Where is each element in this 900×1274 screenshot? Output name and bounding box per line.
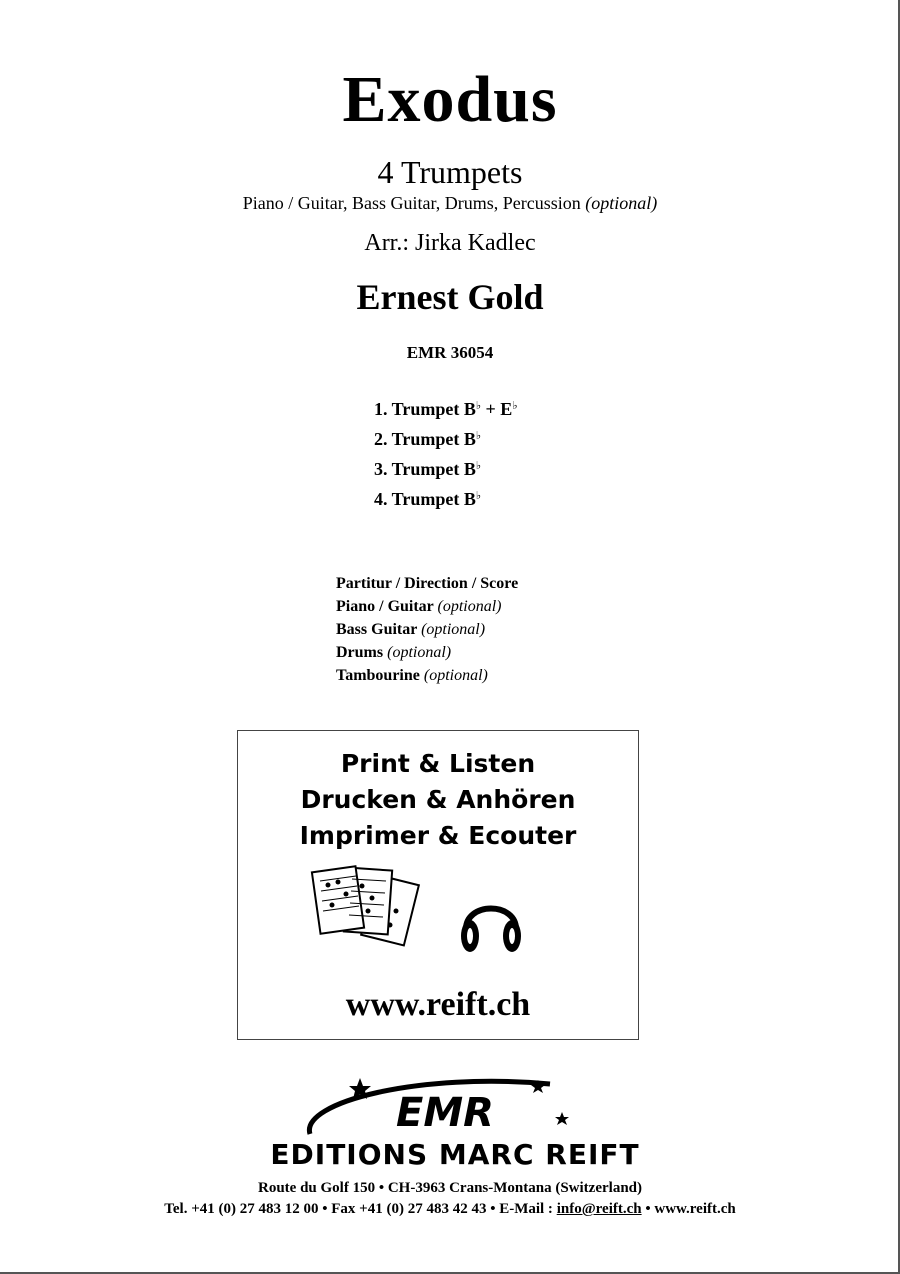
extra-item: Piano / Guitar (optional) (336, 598, 502, 615)
print-listen-box (237, 730, 639, 1040)
extra-item: Drums (optional) (336, 644, 452, 661)
contact-suffix: • www.reift.ch (641, 1201, 736, 1217)
composer: Ernest Gold (356, 277, 544, 317)
instrumentation: 4 Trumpets (377, 154, 523, 190)
email-link[interactable]: info@reift.ch (556, 1201, 642, 1217)
page-title: Exodus (342, 63, 558, 136)
part-item: 2. Trumpet B♭ (374, 429, 482, 449)
parts-list (374, 394, 518, 514)
catalog-number: EMR 36054 (406, 343, 494, 362)
address: Route du Golf 150 • CH-3963 Crans-Montana (Switzerland) (258, 1180, 642, 1196)
publisher-name: EDITIONS MARC REIFT (270, 1138, 640, 1171)
emr-logo (300, 1072, 580, 1142)
logo-mark-text: EMR (396, 1090, 494, 1136)
extra-item: Tambourine (optional) (336, 667, 488, 684)
contact-line (0, 1201, 900, 1218)
contact-prefix: Tel. +41 (0) 27 483 12 00 • Fax +41 (0) 27 483 42 43 • E-Mail : (164, 1201, 557, 1217)
extras-list (336, 572, 518, 687)
part-item: 1. Trumpet B♭ + E♭ (374, 399, 518, 419)
accompaniment-line (0, 193, 900, 214)
promo-line-de: Drucken & Anhören (300, 785, 576, 814)
part-item: 4. Trumpet B♭ (374, 489, 482, 509)
promo-line-fr: Imprimer & Ecouter (299, 821, 577, 850)
sheet-music-icon (310, 861, 440, 961)
arranger: Arr.: Jirka Kadlec (364, 230, 536, 256)
extra-item: Bass Guitar (optional) (336, 621, 486, 638)
extra-item: Partitur / Direction / Score (336, 575, 519, 592)
promo-url-link[interactable]: www.reift.ch (345, 986, 531, 1023)
part-item: 3. Trumpet B♭ (374, 459, 482, 479)
accompaniment-text: Piano / Guitar, Bass Guitar, Drums, Percussion (242, 193, 581, 213)
promo-line-en: Print & Listen (340, 749, 536, 778)
optional-label: (optional) (585, 193, 658, 213)
headphones-icon (456, 881, 526, 961)
